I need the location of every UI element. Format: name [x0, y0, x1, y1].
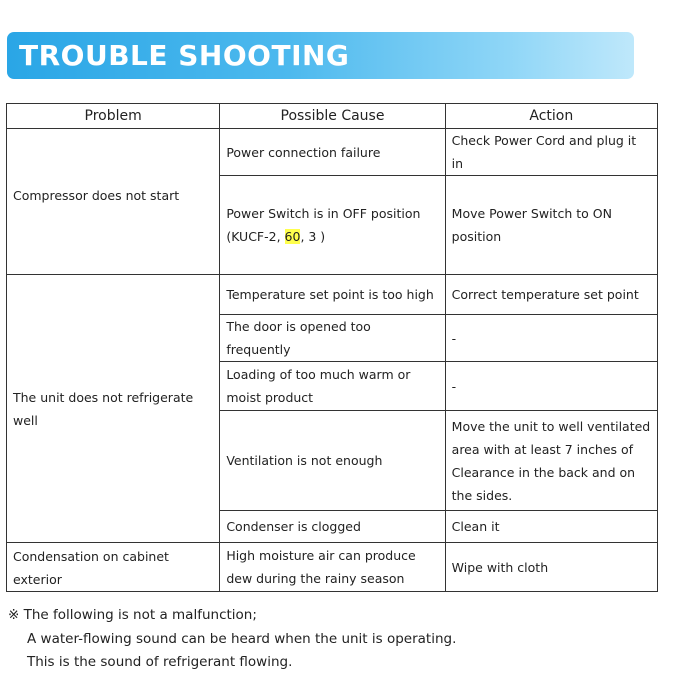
title-banner — [7, 32, 634, 79]
header-problem: Problem — [7, 104, 220, 129]
header-action: Action — [445, 104, 657, 129]
action-cell: Clean it — [445, 511, 657, 543]
troubleshooting-table — [6, 103, 658, 592]
problem-cell: The unit does not refrigerate well — [7, 275, 220, 543]
problem-cell: Compressor does not start — [7, 129, 220, 275]
table-row — [7, 275, 658, 315]
cause-cell: High moisture air can produce dew during the rainy season — [220, 543, 445, 592]
cause-model-line: (KUCF-2, 60, 3 ) — [226, 229, 326, 244]
table-row — [7, 129, 658, 176]
cause-cell: The door is opened too frequently — [220, 315, 445, 362]
note-line: A water-flowing sound can be heard when the unit is operating. — [27, 630, 457, 647]
cause-cell: Ventilation is not enough — [220, 411, 445, 511]
action-cell: Move Power Switch to ON position — [445, 176, 657, 275]
note-line: ※ The following is not a malfunction; — [8, 607, 257, 623]
cause-cell — [220, 176, 445, 275]
problem-cell: Condensation on cabinet exterior — [7, 543, 220, 592]
action-cell: Correct temperature set point — [445, 275, 657, 315]
note-line: This is the sound of refrigerant flowing. — [27, 654, 293, 670]
action-cell: Wipe with cloth — [445, 543, 657, 592]
cause-cell: Power connection failure — [220, 129, 445, 176]
cause-cell: Temperature set point is too high — [220, 275, 445, 315]
action-cell: Check Power Cord and plug it in — [445, 129, 657, 176]
table-header-row — [7, 104, 658, 129]
cause-cell: Condenser is clogged — [220, 511, 445, 543]
header-possible-cause: Possible Cause — [220, 104, 445, 129]
action-cell: Move the unit to well ventilated area with at least 7 inches of Clearance in the back and on the sides. — [445, 411, 657, 511]
highlighted-text: 60 — [284, 229, 301, 244]
action-cell: - — [445, 315, 657, 362]
table-row — [7, 543, 658, 592]
cause-cell: Loading of too much warm or moist product — [220, 362, 445, 411]
cause-line: Power Switch is in OFF position — [226, 206, 421, 221]
page-title: TROUBLE SHOOTING — [19, 39, 350, 72]
malfunction-note — [8, 604, 456, 675]
action-cell: - — [445, 362, 657, 411]
